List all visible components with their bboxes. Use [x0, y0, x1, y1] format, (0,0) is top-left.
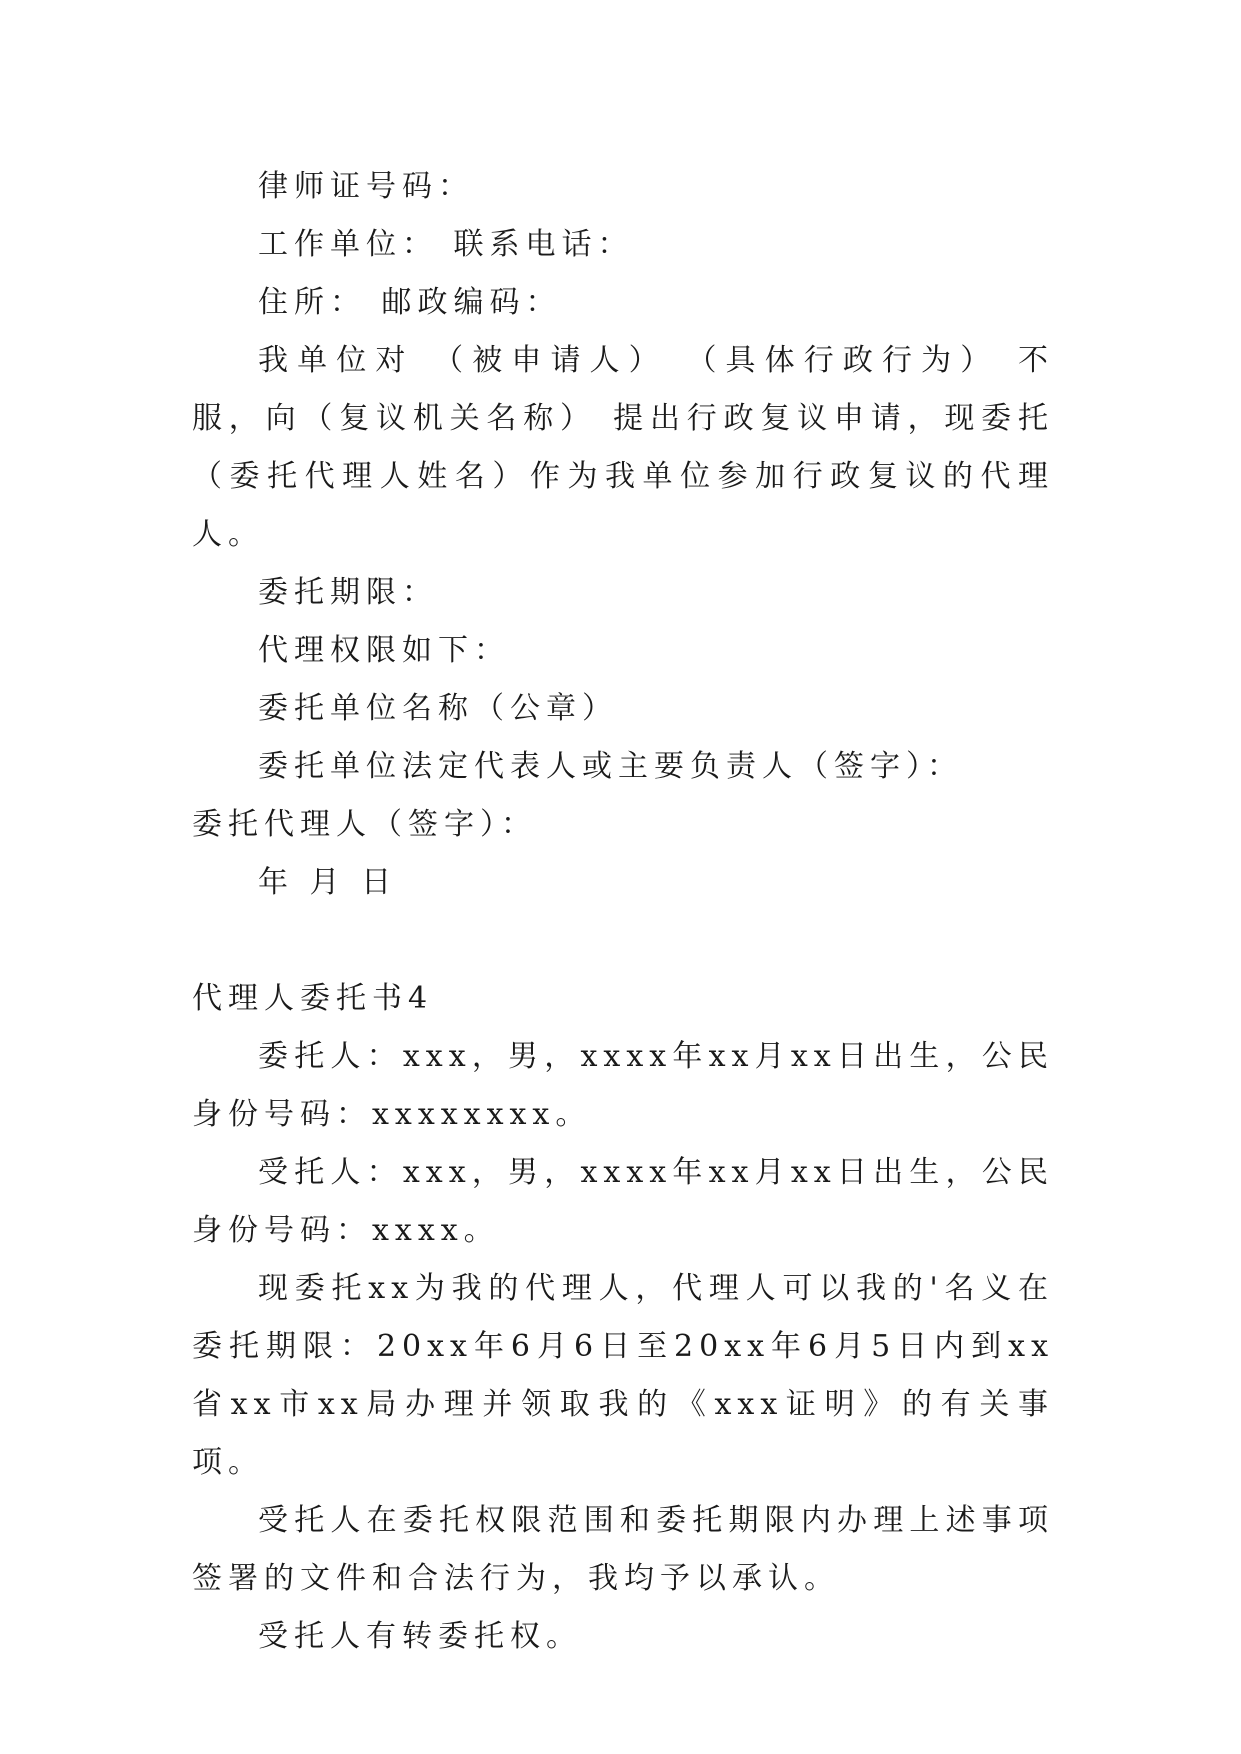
agent-sign-line: 委托代理人（签字）： [192, 807, 537, 842]
sub-delegation-line: 受托人有转委托权。 [258, 1619, 582, 1654]
residence-line: 住所： 邮政编码： [258, 285, 562, 320]
section-title: 代理人委托书4 [192, 981, 434, 1016]
statement-paragraph: 我单位对 （被申请人） （具体行政行为） 不服，向（复议机关名称） 提出行政复议申请，现委托（委托代理人姓名）作为我单位参加行政复议的代理人。 [192, 343, 1054, 552]
work-unit-line: 工作单位： 联系电话： [258, 227, 634, 262]
document-body [192, 158, 1054, 1666]
acknowledge-paragraph: 受托人在委托权限范围和委托期限内办理上述事项签署的文件和合法行为，我均予以承认。 [192, 1503, 1054, 1596]
date-line: 年 月 日 [258, 865, 398, 900]
principal-paragraph: 委托人：xxx，男，xxxx年xx月xx日出生，公民身份号码：xxxxxxxx。 [192, 1039, 1054, 1132]
authority-line: 代理权限如下： [258, 633, 510, 668]
spacer [192, 912, 1054, 970]
trustee-paragraph: 受托人：xxx，男，xxxx年xx月xx日出生，公民身份号码：xxxx。 [192, 1155, 1054, 1248]
unit-name-line: 委托单位名称（公章） [258, 691, 618, 726]
entrust-paragraph: 现委托xx为我的代理人，代理人可以我的'名义在委托期限：20xx年6月6日至20xx年6月5日内到xx省xx市xx局办理并领取我的《xxx证明》的有关事项。 [192, 1271, 1054, 1480]
lawyer-cert-line: 律师证号码： [258, 169, 474, 204]
legal-rep-line: 委托单位法定代表人或主要负责人（签字）： [258, 749, 963, 784]
term-line: 委托期限： [258, 575, 438, 610]
